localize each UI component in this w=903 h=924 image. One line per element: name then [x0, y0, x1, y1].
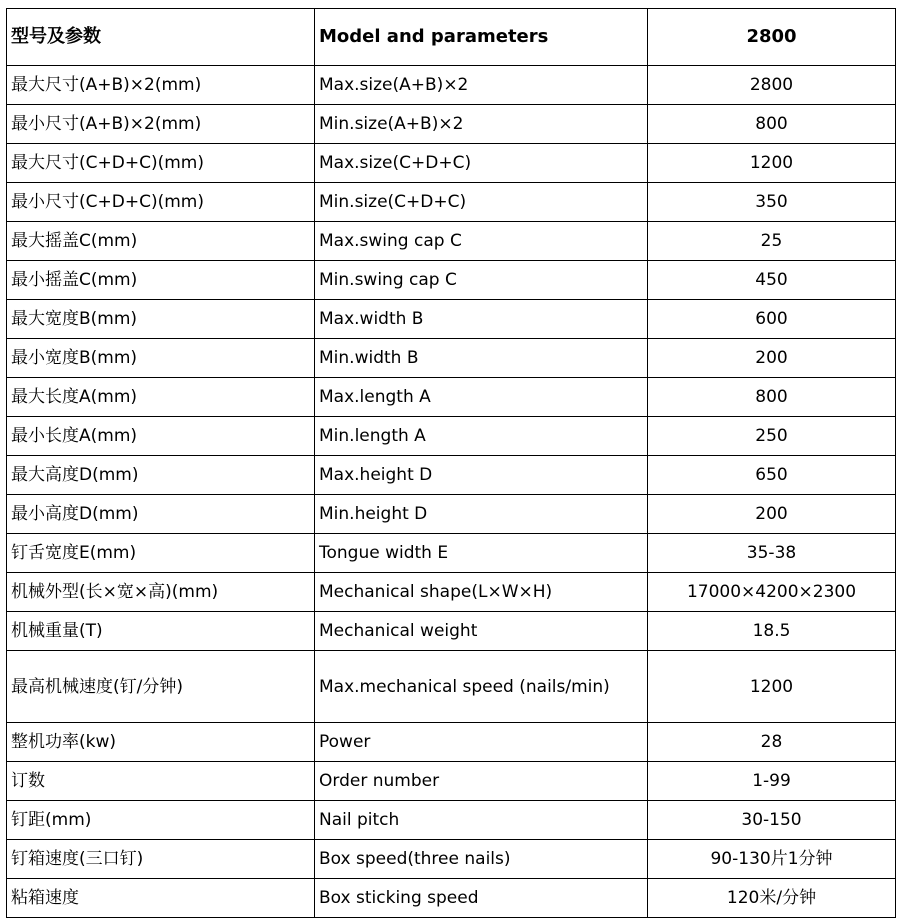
table-row	[7, 840, 896, 879]
header-en: Model and parameters	[315, 9, 648, 66]
header-cn: 型号及参数	[7, 9, 315, 66]
param-en: Box sticking speed	[315, 879, 648, 918]
param-value: 2800	[648, 66, 896, 105]
param-cn: 机械外型(长×宽×高)(mm)	[7, 573, 315, 612]
table-row	[7, 762, 896, 801]
param-value: 600	[648, 300, 896, 339]
param-en: Max.size(C+D+C)	[315, 144, 648, 183]
param-cn: 最小尺寸(A+B)×2(mm)	[7, 105, 315, 144]
param-cn: 粘箱速度	[7, 879, 315, 918]
param-en: Min.size(C+D+C)	[315, 183, 648, 222]
table-row	[7, 534, 896, 573]
param-cn: 最大长度A(mm)	[7, 378, 315, 417]
table-row	[7, 66, 896, 105]
param-en: Min.length A	[315, 417, 648, 456]
param-value: 35-38	[648, 534, 896, 573]
param-cn: 最小高度D(mm)	[7, 495, 315, 534]
param-en: Min.width B	[315, 339, 648, 378]
table-row	[7, 879, 896, 918]
param-en: Max.width B	[315, 300, 648, 339]
spec-table	[6, 8, 896, 918]
param-en: Tongue width E	[315, 534, 648, 573]
param-en: Max.size(A+B)×2	[315, 66, 648, 105]
param-value: 25	[648, 222, 896, 261]
param-cn: 最小长度A(mm)	[7, 417, 315, 456]
param-value: 17000×4200×2300	[648, 573, 896, 612]
param-value: 18.5	[648, 612, 896, 651]
param-en: Min.swing cap C	[315, 261, 648, 300]
param-cn: 机械重量(T)	[7, 612, 315, 651]
param-cn: 钉距(mm)	[7, 801, 315, 840]
table-row	[7, 105, 896, 144]
table-row	[7, 144, 896, 183]
param-cn: 最小尺寸(C+D+C)(mm)	[7, 183, 315, 222]
param-en: Mechanical shape(L×W×H)	[315, 573, 648, 612]
param-cn: 钉箱速度(三口钉)	[7, 840, 315, 879]
param-cn: 最小摇盖C(mm)	[7, 261, 315, 300]
param-en: Nail pitch	[315, 801, 648, 840]
param-value: 350	[648, 183, 896, 222]
param-en: Mechanical weight	[315, 612, 648, 651]
param-en: Min.size(A+B)×2	[315, 105, 648, 144]
table-row	[7, 495, 896, 534]
table-row	[7, 456, 896, 495]
table-row	[7, 612, 896, 651]
param-value: 28	[648, 723, 896, 762]
param-value: 800	[648, 378, 896, 417]
param-value: 120米/分钟	[648, 879, 896, 918]
table-row	[7, 723, 896, 762]
table-row	[7, 222, 896, 261]
param-value: 200	[648, 495, 896, 534]
param-cn: 最小宽度B(mm)	[7, 339, 315, 378]
param-value: 1200	[648, 144, 896, 183]
table-row	[7, 261, 896, 300]
param-value: 450	[648, 261, 896, 300]
table-row	[7, 183, 896, 222]
param-en: Order number	[315, 762, 648, 801]
param-value: 250	[648, 417, 896, 456]
param-value: 90-130片1分钟	[648, 840, 896, 879]
param-cn: 订数	[7, 762, 315, 801]
param-en: Max.swing cap C	[315, 222, 648, 261]
param-cn: 最高机械速度(钉/分钟)	[7, 651, 315, 723]
param-en: Power	[315, 723, 648, 762]
table-header-row	[7, 9, 896, 66]
header-value: 2800	[648, 9, 896, 66]
param-value: 800	[648, 105, 896, 144]
param-value: 650	[648, 456, 896, 495]
table-row	[7, 300, 896, 339]
table-row	[7, 801, 896, 840]
param-en: Box speed(three nails)	[315, 840, 648, 879]
table-row	[7, 417, 896, 456]
param-cn: 最大摇盖C(mm)	[7, 222, 315, 261]
param-cn: 钉舌宽度E(mm)	[7, 534, 315, 573]
param-cn: 整机功率(kw)	[7, 723, 315, 762]
param-cn: 最大高度D(mm)	[7, 456, 315, 495]
param-value: 1200	[648, 651, 896, 723]
param-en: Max.length A	[315, 378, 648, 417]
table-row	[7, 339, 896, 378]
param-cn: 最大尺寸(A+B)×2(mm)	[7, 66, 315, 105]
param-en: Min.height D	[315, 495, 648, 534]
table-row	[7, 651, 896, 723]
param-en: Max.mechanical speed (nails/min)	[315, 651, 648, 723]
param-cn: 最大宽度B(mm)	[7, 300, 315, 339]
param-en: Max.height D	[315, 456, 648, 495]
table-row	[7, 573, 896, 612]
param-cn: 最大尺寸(C+D+C)(mm)	[7, 144, 315, 183]
table-row	[7, 378, 896, 417]
param-value: 30-150	[648, 801, 896, 840]
param-value: 200	[648, 339, 896, 378]
param-value: 1-99	[648, 762, 896, 801]
